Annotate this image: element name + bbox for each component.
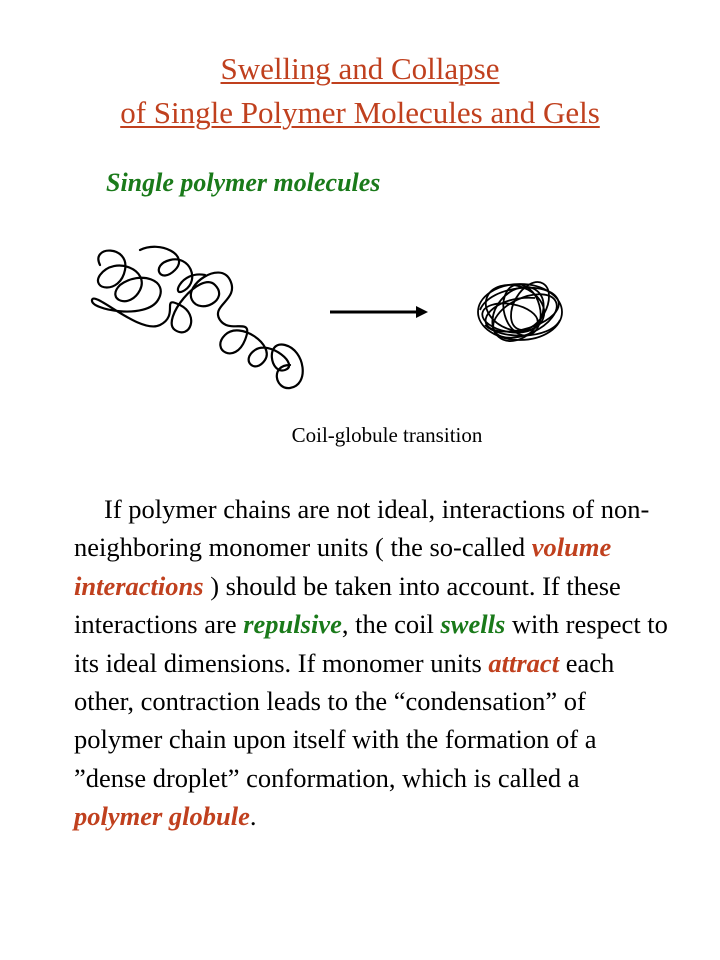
body-text-segment: with respect to its ideal dimensions. If monomer units	[74, 609, 668, 678]
polymer-globule-illustration	[478, 275, 563, 351]
keyword-volume-interactions: volume interactions	[74, 532, 612, 601]
slide-title-line-2: of Single Polymer Molecules and Gels	[120, 95, 600, 130]
figure-caption: Coil-globule transition	[291, 423, 483, 447]
slide-title-line-1: Swelling and Collapse	[220, 51, 500, 86]
body-paragraph	[74, 490, 674, 836]
transition-arrow-head	[416, 306, 428, 318]
section-heading: Single polymer molecules	[106, 168, 381, 197]
body-text-segment: ) should be taken into account. If these interactions are	[74, 570, 621, 640]
polymer-coil-illustration	[92, 251, 303, 389]
coil-globule-figure	[80, 240, 620, 400]
body-text-segment: If polymer chains are not ideal, interactions of non-neighboring monomer units ( the so-called	[74, 494, 650, 563]
keyword-repulsive: repulsive	[243, 609, 342, 640]
body-text-segment: each other, contraction leads to the “condensation” of polymer chain upon itself with the formation of a ”dense droplet” conformation, which is called a	[74, 647, 615, 793]
body-text-segment: , the coil	[341, 609, 441, 640]
body-text-segment: .	[249, 801, 257, 832]
keyword-swells: swells	[440, 609, 506, 640]
keyword-polymer-globule: polymer globule	[74, 801, 250, 832]
keyword-attract: attract	[488, 647, 560, 678]
